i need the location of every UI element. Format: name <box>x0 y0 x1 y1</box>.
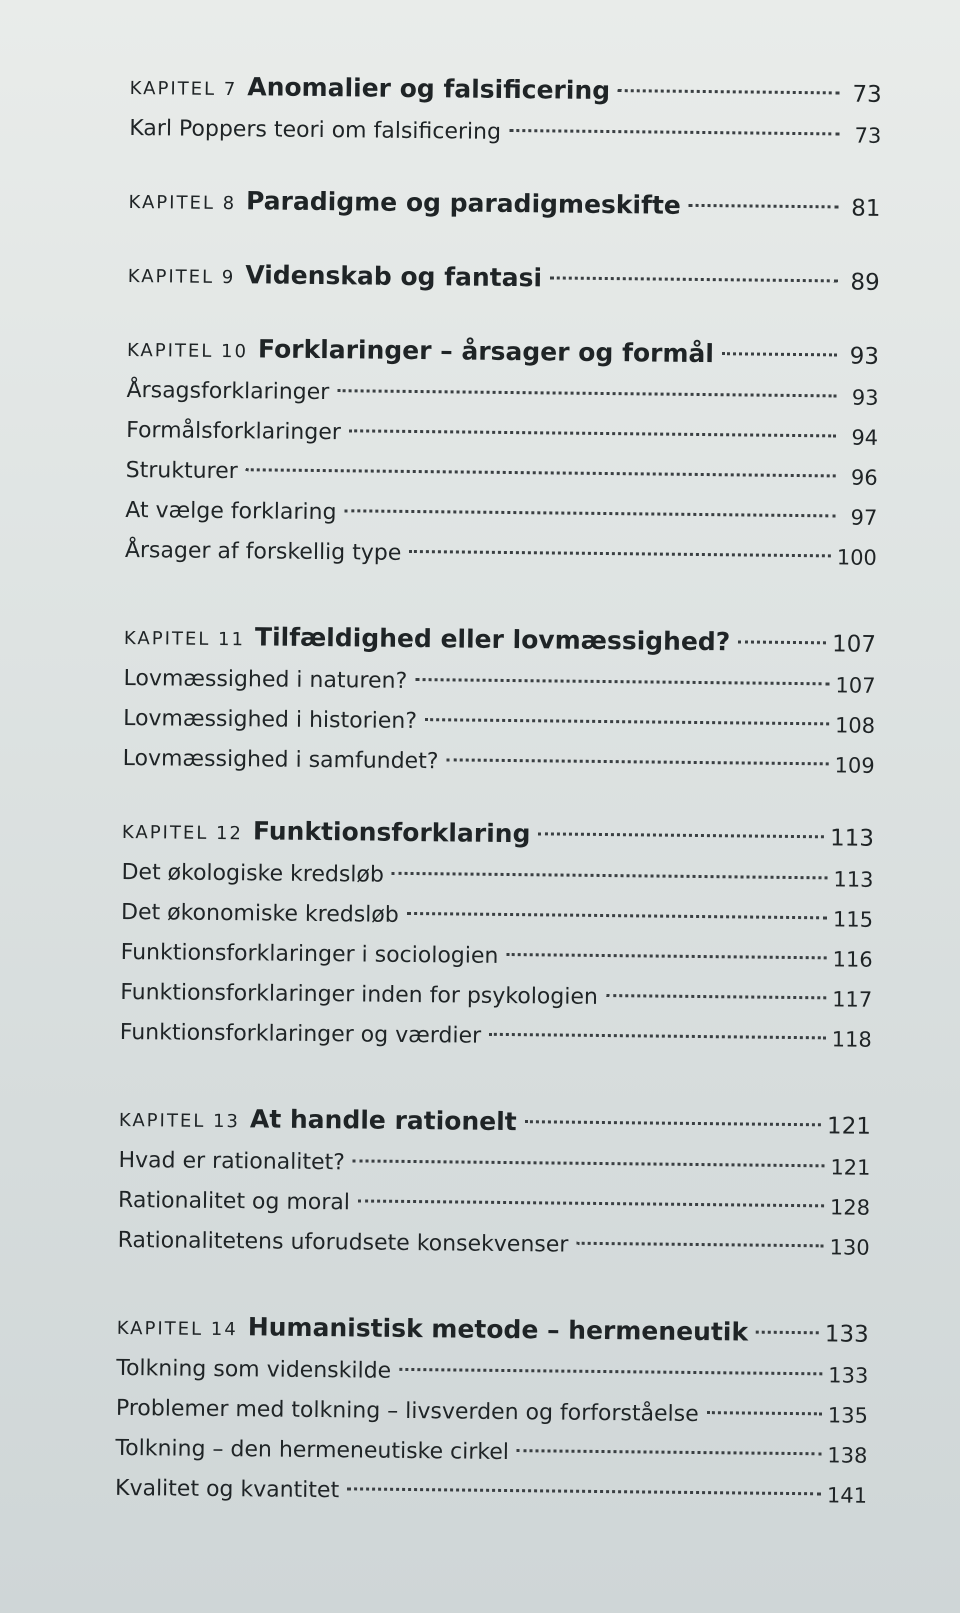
dot-leader <box>489 1033 826 1040</box>
chapter-heading <box>117 1304 869 1356</box>
section-row <box>129 108 881 156</box>
dot-leader <box>349 429 836 437</box>
section-title: Det økologiske kredsløb <box>121 859 385 888</box>
section-title: Årsager af forskellig type <box>124 537 402 566</box>
section-row <box>120 1012 872 1060</box>
page-number: 118 <box>831 1027 872 1052</box>
page-number: 97 <box>850 505 878 530</box>
chapter-heading <box>124 614 876 666</box>
section-title: Det økonomiske kredsløb <box>120 899 399 928</box>
section-title: Rationalitet og moral <box>117 1187 351 1216</box>
section-row <box>126 410 878 458</box>
chapter-heading <box>119 1096 871 1148</box>
dot-leader <box>538 832 824 838</box>
dot-leader <box>353 1159 824 1167</box>
section-title: Strukturer <box>125 457 238 485</box>
page-number: 93 <box>849 343 880 370</box>
chapter-13 <box>117 1096 871 1268</box>
page-number: 107 <box>835 673 876 698</box>
section-title: Formålsforklaringer <box>126 417 341 446</box>
dot-leader <box>525 1120 821 1126</box>
section-row <box>125 530 877 578</box>
section-title: Kvalitet og kvantitet <box>114 1475 340 1504</box>
dot-leader <box>337 389 836 397</box>
section-title: Lovmæssighed i historien? <box>123 705 418 735</box>
page-number: 107 <box>831 631 877 658</box>
chapter-7 <box>129 64 882 156</box>
dot-leader <box>509 129 839 135</box>
page-number: 117 <box>832 987 873 1012</box>
chapter-label: KAPITEL 8 <box>128 191 237 215</box>
section-row <box>120 932 872 980</box>
section-row <box>121 892 873 940</box>
chapter-label: KAPITEL 10 <box>126 339 249 363</box>
section-title: Karl Poppers teori om falsificering <box>129 115 502 145</box>
chapter-title: Forklaringer – årsager og formål <box>257 334 715 369</box>
section-title: Tolkning som videnskilde <box>116 1355 392 1384</box>
dot-leader <box>756 1331 819 1335</box>
chapter-heading <box>128 252 880 304</box>
section-row <box>116 1348 868 1396</box>
chapter-11 <box>123 614 877 786</box>
dot-leader <box>506 953 826 959</box>
section-title: Funktionsforklaringer i sociologien <box>120 939 499 969</box>
dot-leader <box>344 509 835 517</box>
section-row <box>123 698 875 746</box>
page-number: 133 <box>824 1321 869 1348</box>
chapter-title: At handle rationelt <box>249 1104 517 1137</box>
section-title: Funktionsforklaringer og værdier <box>119 1019 482 1049</box>
page-number: 113 <box>833 867 874 892</box>
dot-leader <box>707 1411 822 1415</box>
section-row <box>115 1468 867 1516</box>
page-number: 94 <box>851 425 879 450</box>
section-title: Årsagsforklaringer <box>126 377 330 406</box>
section-title: Funktionsforklaringer inden for psykologien <box>120 979 599 1010</box>
dot-leader <box>392 872 828 880</box>
section-title: Lovmæssighed i naturen? <box>123 665 408 694</box>
page-number: 116 <box>832 947 873 972</box>
dot-leader <box>347 1487 821 1495</box>
page-number: 96 <box>850 465 878 490</box>
chapter-heading <box>122 808 874 860</box>
dot-leader <box>618 89 840 94</box>
dot-leader <box>606 994 826 999</box>
dot-leader <box>689 204 839 209</box>
page-number: 141 <box>826 1483 868 1508</box>
dot-leader <box>407 912 827 919</box>
section-row <box>126 370 878 418</box>
section-title: At vælge forklaring <box>125 497 337 526</box>
section-row <box>120 972 872 1020</box>
dot-leader <box>425 718 829 725</box>
section-title: Problemer med tolkning – livsverden og forforståelse <box>115 1395 699 1428</box>
table-of-contents <box>115 64 882 1516</box>
page-number: 121 <box>830 1155 871 1180</box>
chapter-title: Funktionsforklaring <box>252 816 531 849</box>
chapter-12 <box>120 808 875 1060</box>
section-row <box>123 738 875 786</box>
dot-leader <box>517 1449 821 1455</box>
page-number: 73 <box>852 81 882 108</box>
page-number: 109 <box>834 753 875 778</box>
chapter-label: KAPITEL 13 <box>118 1109 241 1133</box>
page-number: 73 <box>854 123 882 148</box>
page-number: 133 <box>828 1363 869 1388</box>
section-row <box>118 1140 870 1188</box>
chapter-heading <box>128 178 880 230</box>
dot-leader <box>576 1242 823 1248</box>
section-title: Rationalitetens uforudsete konsekvenser <box>117 1227 569 1258</box>
page-number: 93 <box>851 385 879 410</box>
dot-leader <box>550 276 838 282</box>
section-row <box>115 1428 867 1476</box>
section-title: Lovmæssighed i samfundet? <box>122 745 439 775</box>
chapter-14 <box>115 1304 869 1516</box>
dot-leader <box>738 640 826 644</box>
page-number: 113 <box>829 825 875 852</box>
page-number: 138 <box>827 1443 868 1468</box>
section-row <box>125 490 877 538</box>
dot-leader <box>409 550 830 557</box>
dot-leader <box>358 1199 824 1207</box>
page-number: 128 <box>829 1195 871 1220</box>
dot-leader <box>722 352 837 356</box>
chapter-title: Humanistisk metode – hermeneutik <box>247 1312 749 1347</box>
dot-leader <box>415 678 829 685</box>
chapter-title: Paradigme og paradigmeskifte <box>245 186 682 220</box>
chapter-heading <box>127 326 879 378</box>
section-row <box>118 1180 870 1228</box>
section-row <box>117 1220 869 1268</box>
page-number: 115 <box>832 907 874 932</box>
chapter-label: KAPITEL 11 <box>123 627 246 651</box>
dot-leader <box>399 1368 822 1375</box>
page-number: 121 <box>826 1113 872 1140</box>
chapter-10 <box>125 326 880 578</box>
section-title: Hvad er rationalitet? <box>118 1147 346 1176</box>
page-number: 108 <box>834 713 876 738</box>
section-title: Tolkning – den hermeneutiske cirkel <box>115 1435 510 1466</box>
chapter-label: KAPITEL 9 <box>127 265 236 289</box>
chapter-label: KAPITEL 7 <box>129 77 238 101</box>
page-number: 81 <box>851 195 881 222</box>
chapter-title: Videnskab og fantasi <box>245 260 543 293</box>
chapter-title: Tilfældighed eller lovmæssighed? <box>254 622 731 657</box>
page-number: 89 <box>850 269 880 296</box>
chapter-label: KAPITEL 12 <box>121 821 244 845</box>
dot-leader <box>446 758 828 765</box>
page-number: 135 <box>827 1403 869 1428</box>
section-row <box>123 658 875 706</box>
chapter-8 <box>128 178 880 230</box>
chapter-9 <box>128 252 880 304</box>
page-number: 100 <box>836 545 877 570</box>
section-row <box>121 852 873 900</box>
chapter-title: Anomalier og falsificering <box>247 72 611 106</box>
dot-leader <box>246 468 836 477</box>
chapter-label: KAPITEL 14 <box>116 1317 238 1341</box>
chapter-heading <box>130 64 882 116</box>
page-number: 130 <box>829 1235 870 1260</box>
section-row <box>116 1388 868 1436</box>
